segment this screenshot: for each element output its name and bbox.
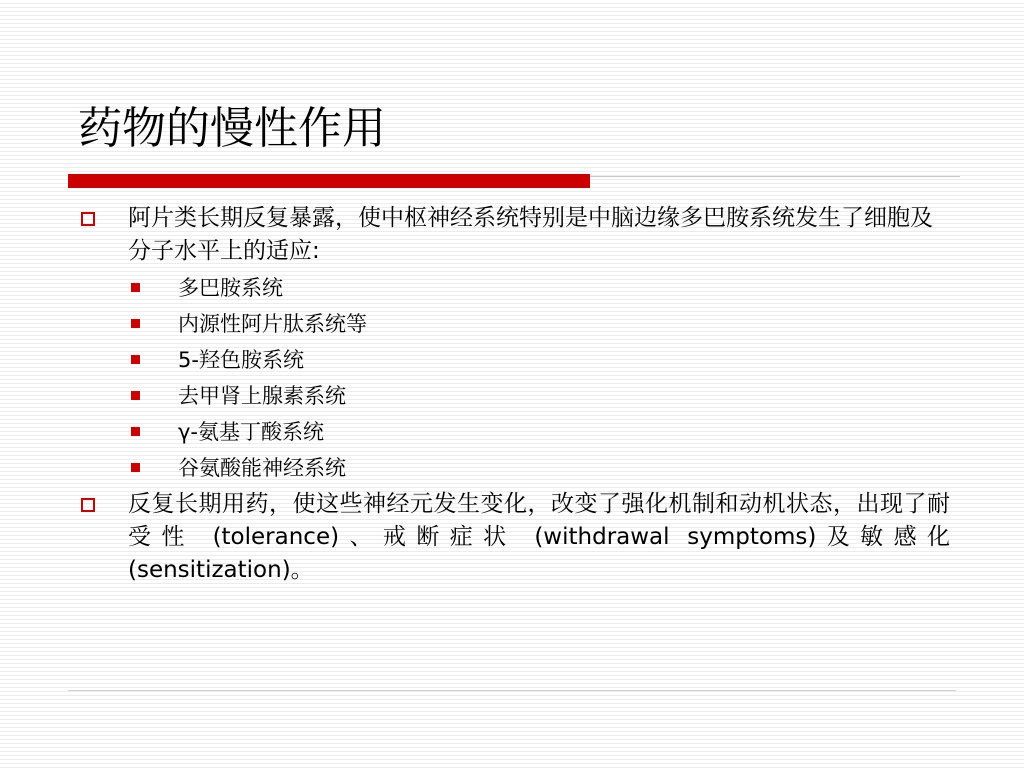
bullet-item bbox=[78, 488, 950, 587]
filled-square-bullet-icon bbox=[131, 463, 140, 472]
sub-bullet-item bbox=[128, 342, 950, 378]
sub-bullet-text: 谷氨酸能神经系统 bbox=[178, 456, 346, 480]
slide-body bbox=[78, 202, 950, 587]
sub-bullet-item bbox=[128, 306, 950, 342]
sub-bullet-item bbox=[128, 450, 950, 486]
sub-bullet-text: 去甲肾上腺素系统 bbox=[178, 384, 346, 408]
bullet-item bbox=[78, 202, 950, 486]
sub-bullet-text: γ-氨基丁酸系统 bbox=[178, 420, 325, 444]
hollow-square-bullet-icon bbox=[81, 498, 95, 512]
sub-bullet-text: 内源性阿片肽系统等 bbox=[178, 312, 367, 336]
sub-bullet-list bbox=[128, 270, 950, 486]
sub-bullet-text: 5-羟色胺系统 bbox=[178, 348, 304, 372]
slide-title: 药物的慢性作用 bbox=[78, 103, 386, 154]
hollow-square-bullet-icon bbox=[81, 212, 95, 226]
sub-bullet-item bbox=[128, 270, 950, 306]
title-accent-bar bbox=[68, 174, 590, 188]
footer-divider-line bbox=[68, 690, 956, 691]
filled-square-bullet-icon bbox=[131, 283, 140, 292]
title-divider-line bbox=[590, 176, 960, 177]
bullet-text: 反复长期用药，使这些神经元发生变化，改变了强化机制和动机状态，出现了耐受性 (tolerance)、戒断症状 (withdrawal symptoms)及敏感化(sensitization)。 bbox=[128, 491, 950, 583]
sub-bullet-text: 多巴胺系统 bbox=[178, 276, 283, 300]
sub-bullet-item bbox=[128, 378, 950, 414]
sub-bullet-item bbox=[128, 414, 950, 450]
filled-square-bullet-icon bbox=[131, 427, 140, 436]
filled-square-bullet-icon bbox=[131, 355, 140, 364]
bullet-text: 阿片类长期反复暴露，使中枢神经系统特别是中脑边缘多巴胺系统发生了细胞及分子水平上的适应: bbox=[128, 205, 933, 264]
filled-square-bullet-icon bbox=[131, 391, 140, 400]
filled-square-bullet-icon bbox=[131, 319, 140, 328]
